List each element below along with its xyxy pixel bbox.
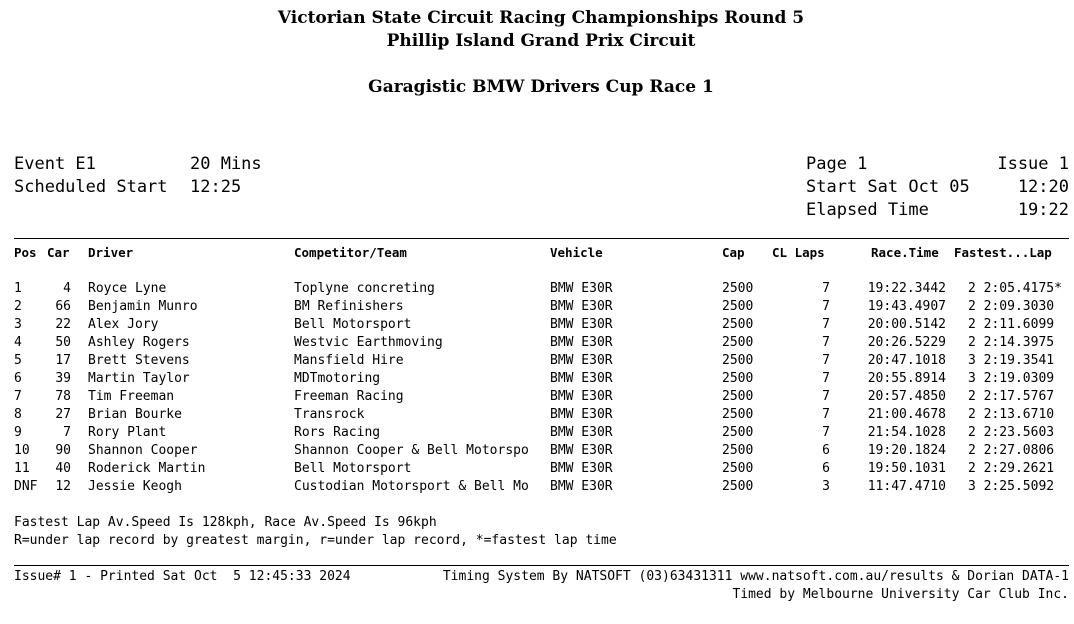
cell-vehicle: BMW E30R <box>550 443 613 458</box>
cell-cap: 2500 <box>722 407 754 422</box>
cell-team: Shannon Cooper & Bell Motorspo <box>294 443 529 458</box>
cell-pos: 6 <box>14 371 22 386</box>
cell-fastest-lap: 2 2:05.4175* <box>968 281 1062 296</box>
speed-note: Fastest Lap Av.Speed Is 128kph, Race Av.Speed Is 96kph <box>14 515 437 530</box>
cell-car: 17 <box>55 353 71 368</box>
cell-pos: 9 <box>14 425 22 440</box>
cell-driver: Alex Jory <box>88 317 159 332</box>
cell-car: 27 <box>55 407 71 422</box>
cell-race-time: 20:26.5229 <box>867 335 946 350</box>
cell-driver: Shannon Cooper <box>88 443 198 458</box>
cell-team: MDTmotoring <box>294 371 381 386</box>
cell-laps: 7 <box>822 317 830 332</box>
cell-laps: 6 <box>822 443 830 458</box>
page-number: Page 1 <box>806 154 868 174</box>
cell-race-time: 20:55.8914 <box>867 371 946 386</box>
cell-laps: 7 <box>822 371 830 386</box>
cell-pos: DNF <box>14 479 38 494</box>
cell-pos: 8 <box>14 407 22 422</box>
col-cl-laps: CL Laps <box>772 245 825 260</box>
cell-driver: Brett Stevens <box>88 353 190 368</box>
cell-car: 7 <box>63 425 71 440</box>
cell-vehicle: BMW E30R <box>550 407 613 422</box>
cell-laps: 7 <box>822 335 830 350</box>
cell-laps: 7 <box>822 389 830 404</box>
cell-vehicle: BMW E30R <box>550 479 613 494</box>
cell-laps: 7 <box>822 353 830 368</box>
cell-driver: Rory Plant <box>88 425 167 440</box>
cell-cap: 2500 <box>722 425 754 440</box>
championship-title: Victorian State Circuit Racing Championships Round 5 <box>277 8 805 28</box>
footer-rule <box>14 565 1069 566</box>
cell-fastest-lap: 2 2:27.0806 <box>968 443 1055 458</box>
cell-race-time: 21:54.1028 <box>867 425 946 440</box>
cell-race-time: 19:43.4907 <box>867 299 946 314</box>
cell-vehicle: BMW E30R <box>550 335 613 350</box>
cell-driver: Tim Freeman <box>88 389 175 404</box>
elapsed-time-label: Elapsed Time <box>806 200 929 220</box>
cell-car: 22 <box>55 317 71 332</box>
cell-laps: 7 <box>822 407 830 422</box>
cell-car: 12 <box>55 479 71 494</box>
cell-vehicle: BMW E30R <box>550 461 613 476</box>
cell-fastest-lap: 2 2:14.3975 <box>968 335 1055 350</box>
col-fastest-lap: Fastest...Lap <box>954 245 1052 260</box>
cell-laps: 6 <box>822 461 830 476</box>
cell-driver: Benjamin Munro <box>88 299 198 314</box>
cell-fastest-lap: 2 2:11.6099 <box>968 317 1055 332</box>
cell-race-time: 20:47.1018 <box>867 353 946 368</box>
cell-cap: 2500 <box>722 479 754 494</box>
cell-driver: Ashley Rogers <box>88 335 190 350</box>
cell-fastest-lap: 2 2:09.3030 <box>968 299 1055 314</box>
cell-team: Westvic Earthmoving <box>294 335 443 350</box>
cell-cap: 2500 <box>722 335 754 350</box>
col-cap: Cap <box>722 245 745 260</box>
cell-cap: 2500 <box>722 317 754 332</box>
cell-fastest-lap: 3 2:25.5092 <box>968 479 1055 494</box>
cell-team: Freeman Racing <box>294 389 404 404</box>
cell-pos: 3 <box>14 317 22 332</box>
cell-race-time: 11:47.4710 <box>867 479 946 494</box>
cell-fastest-lap: 2 2:29.2621 <box>968 461 1055 476</box>
cell-team: Bell Motorsport <box>294 461 412 476</box>
cell-vehicle: BMW E30R <box>550 317 613 332</box>
cell-race-time: 21:00.4678 <box>867 407 946 422</box>
cell-fastest-lap: 2 2:17.5767 <box>968 389 1055 404</box>
col-vehicle: Vehicle <box>550 245 603 260</box>
cell-car: 50 <box>55 335 71 350</box>
header-rule <box>14 238 1069 239</box>
cell-pos: 2 <box>14 299 22 314</box>
timed-by-info: Timed by Melbourne University Car Club Inc. <box>732 587 1069 602</box>
cell-car: 4 <box>63 281 71 296</box>
cell-team: Bell Motorsport <box>294 317 412 332</box>
cell-laps: 3 <box>822 479 830 494</box>
cell-race-time: 19:50.1031 <box>867 461 946 476</box>
event-duration: 20 Mins <box>190 154 262 174</box>
cell-race-time: 20:00.5142 <box>867 317 946 332</box>
scheduled-start-time: 12:25 <box>190 177 242 197</box>
col-pos: Pos <box>14 245 37 260</box>
cell-pos: 1 <box>14 281 22 296</box>
cell-laps: 7 <box>822 425 830 440</box>
cell-vehicle: BMW E30R <box>550 299 613 314</box>
cell-car: 78 <box>55 389 71 404</box>
cell-laps: 7 <box>822 299 830 314</box>
issue-number: Issue 1 <box>997 154 1069 174</box>
cell-vehicle: BMW E30R <box>550 281 613 296</box>
col-driver: Driver <box>88 245 134 260</box>
elapsed-time: 19:22 <box>1017 200 1069 220</box>
cell-cap: 2500 <box>722 443 754 458</box>
cell-driver: Martin Taylor <box>88 371 190 386</box>
cell-vehicle: BMW E30R <box>550 389 613 404</box>
cell-cap: 2500 <box>722 371 754 386</box>
cell-cap: 2500 <box>722 353 754 368</box>
cell-fastest-lap: 2 2:23.5603 <box>968 425 1055 440</box>
cell-race-time: 19:20.1824 <box>867 443 946 458</box>
cell-cap: 2500 <box>722 461 754 476</box>
cell-race-time: 20:57.4850 <box>867 389 946 404</box>
cell-car: 40 <box>55 461 71 476</box>
cell-fastest-lap: 3 2:19.0309 <box>968 371 1055 386</box>
cell-team: BM Refinishers <box>294 299 404 314</box>
cell-team: Rors Racing <box>294 425 381 440</box>
cell-driver: Royce Lyne <box>88 281 167 296</box>
cell-pos: 10 <box>14 443 30 458</box>
cell-team: Custodian Motorsport & Bell Mo <box>294 479 529 494</box>
cell-cap: 2500 <box>722 389 754 404</box>
cell-pos: 7 <box>14 389 22 404</box>
cell-race-time: 19:22.3442 <box>867 281 946 296</box>
timing-system-info: Timing System By NATSOFT (03)63431311 www.natsoft.com.au/results & Dorian DATA-1 <box>442 569 1069 584</box>
cell-cap: 2500 <box>722 299 754 314</box>
cell-vehicle: BMW E30R <box>550 425 613 440</box>
start-date-label: Start Sat Oct 05 <box>806 177 970 197</box>
cell-pos: 5 <box>14 353 22 368</box>
legend-note: R=under lap record by greatest margin, r=under lap record, *=fastest lap time <box>14 533 617 548</box>
scheduled-start-label: Scheduled Start <box>14 177 168 197</box>
cell-vehicle: BMW E30R <box>550 353 613 368</box>
cell-team: Transrock <box>294 407 365 422</box>
start-time: 12:20 <box>1017 177 1069 197</box>
cell-fastest-lap: 3 2:19.3541 <box>968 353 1055 368</box>
cell-team: Toplyne concreting <box>294 281 435 296</box>
event-label: Event E1 <box>14 154 96 174</box>
cell-team: Mansfield Hire <box>294 353 404 368</box>
cell-vehicle: BMW E30R <box>550 371 613 386</box>
circuit-title: Phillip Island Grand Prix Circuit <box>386 31 696 51</box>
col-team: Competitor/Team <box>294 245 407 260</box>
cell-pos: 11 <box>14 461 30 476</box>
cell-driver: Jessie Keogh <box>88 479 182 494</box>
race-title: Garagistic BMW Drivers Cup Race 1 <box>368 77 714 97</box>
cell-laps: 7 <box>822 281 830 296</box>
cell-driver: Brian Bourke <box>88 407 182 422</box>
cell-driver: Roderick Martin <box>88 461 206 476</box>
printed-info: Issue# 1 - Printed Sat Oct 5 12:45:33 2024 <box>14 569 351 584</box>
cell-car: 90 <box>55 443 71 458</box>
cell-car: 66 <box>55 299 71 314</box>
col-car: Car <box>47 245 70 260</box>
cell-pos: 4 <box>14 335 22 350</box>
cell-cap: 2500 <box>722 281 754 296</box>
cell-car: 39 <box>55 371 71 386</box>
col-race-time: Race.Time <box>871 245 939 260</box>
cell-fastest-lap: 2 2:13.6710 <box>968 407 1055 422</box>
